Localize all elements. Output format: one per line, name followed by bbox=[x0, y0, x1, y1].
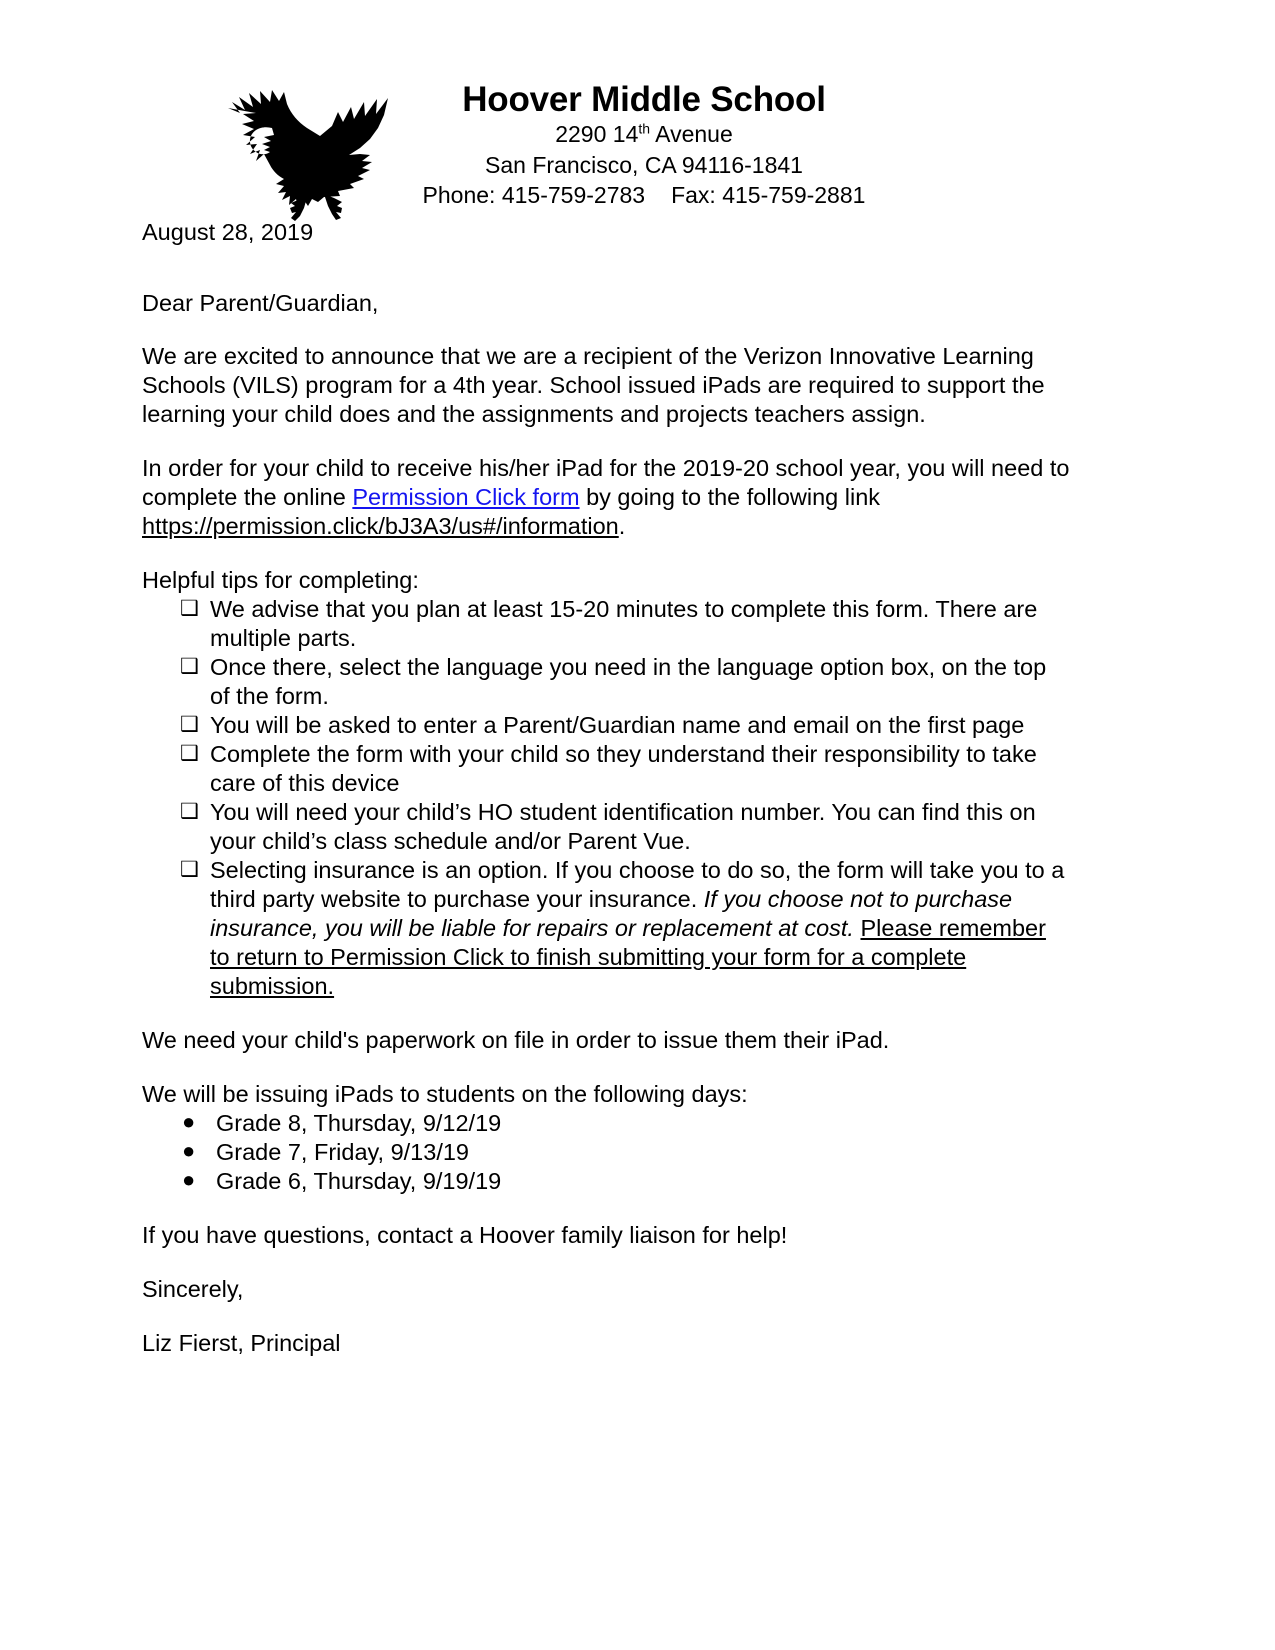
signature-line: Liz Fierst, Principal bbox=[142, 1330, 341, 1357]
checkbox-bullet-icon: ❑ bbox=[180, 713, 199, 737]
round-bullet-icon: ● bbox=[182, 1109, 196, 1135]
paragraph-permission-link bbox=[142, 454, 1072, 541]
round-bullet-icon: ● bbox=[182, 1138, 196, 1164]
city-state-zip: San Francisco, CA 94116-1841 bbox=[485, 151, 803, 178]
permission-click-form-link[interactable]: Permission Click form bbox=[352, 484, 580, 511]
list-item-text: Once there, select the language you need in the language option box, on the top of the form. bbox=[210, 654, 1047, 710]
permission-text-before: In order for your child to receive his/her iPad for the 2019-20 school year, you will need to complete the online bbox=[142, 455, 1070, 511]
street-name: Avenue bbox=[650, 121, 733, 148]
tips-heading: Helpful tips for completing: bbox=[142, 567, 419, 594]
paragraph-paperwork: We need your child's paperwork on file in order to issue them their iPad. bbox=[142, 1027, 890, 1054]
eagle-logo-icon bbox=[212, 62, 397, 224]
street-ordinal: th bbox=[638, 120, 651, 137]
checkbox-bullet-icon: ❑ bbox=[180, 858, 199, 882]
list-item bbox=[142, 653, 1072, 711]
list-item bbox=[142, 1138, 1072, 1167]
street-number: 2290 14 bbox=[555, 121, 639, 148]
checkbox-bullet-icon: ❑ bbox=[180, 742, 199, 766]
list-item-text: Grade 6, Thursday, 9/19/19 bbox=[216, 1168, 502, 1195]
street-address bbox=[409, 119, 879, 150]
letterhead bbox=[0, 62, 1275, 224]
school-name: Hoover Middle School bbox=[462, 80, 826, 119]
list-item-text: Grade 7, Friday, 9/13/19 bbox=[216, 1139, 469, 1166]
round-bullet-icon: ● bbox=[182, 1167, 196, 1193]
checkbox-bullet-icon: ❑ bbox=[180, 597, 199, 621]
list-item-text: You will need your child’s HO student identification number. You can find this on your child’s class schedule and/or Parent Vue. bbox=[210, 799, 1036, 855]
phone-number: Phone: 415-759-2783 bbox=[422, 182, 646, 209]
insurance-text-plain: Selecting insurance is an option. If you choose to do so, the form will take you to a third party website to purchase your insurance. bbox=[210, 857, 1065, 913]
list-item bbox=[142, 711, 1072, 740]
contact-line bbox=[409, 180, 879, 211]
tips-list bbox=[142, 595, 1072, 1001]
fax-number: Fax: 415-759-2881 bbox=[671, 182, 866, 209]
list-item-text: Complete the form with your child so they understand their responsibility to take care of this device bbox=[210, 741, 1037, 797]
list-item bbox=[142, 798, 1072, 856]
closing-line: Sincerely, bbox=[142, 1276, 244, 1303]
school-identity bbox=[409, 62, 879, 211]
list-item-text: Grade 8, Thursday, 9/12/19 bbox=[216, 1110, 502, 1137]
issue-days-list bbox=[142, 1109, 1072, 1196]
salutation: Dear Parent/Guardian, bbox=[142, 290, 379, 317]
letter-body bbox=[142, 218, 1072, 1358]
paragraph-questions: If you have questions, contact a Hoover family liaison for help! bbox=[142, 1222, 788, 1249]
list-item-insurance bbox=[142, 856, 1072, 1001]
list-item bbox=[142, 1109, 1072, 1138]
list-item bbox=[142, 595, 1072, 653]
checkbox-bullet-icon: ❑ bbox=[180, 655, 199, 679]
permission-text-end: . bbox=[618, 513, 626, 540]
insurance-text-underlined: Please remember to return to Permission Click to finish submitting your form for a complete submission. bbox=[210, 915, 1046, 1000]
paragraph-issue-days-heading: We will be issuing iPads to students on the following days: bbox=[142, 1081, 748, 1108]
insurance-text-italic: If you choose not to purchase insurance, you will be liable for repairs or replacement at cost. bbox=[210, 886, 1013, 942]
list-item-text: We advise that you plan at least 15-20 minutes to complete this form. There are multiple parts. bbox=[210, 596, 1038, 652]
letter-date: August 28, 2019 bbox=[142, 219, 314, 245]
list-item-text: You will be asked to enter a Parent/Guardian name and email on the first page bbox=[210, 712, 1025, 739]
paragraph-program-announcement: We are excited to announce that we are a recipient of the Verizon Innovative Learning Schools (VILS) program for a 4th year. School issued iPads are required to support the learning your child does and the assignments and projects teachers assign. bbox=[142, 343, 1045, 428]
checkbox-bullet-icon: ❑ bbox=[180, 800, 199, 824]
permission-text-after: by going to the following link bbox=[579, 484, 881, 511]
list-item bbox=[142, 740, 1072, 798]
list-item bbox=[142, 1167, 1072, 1196]
permission-url-text[interactable]: https://permission.click/bJ3A3/us#/information bbox=[142, 513, 619, 540]
